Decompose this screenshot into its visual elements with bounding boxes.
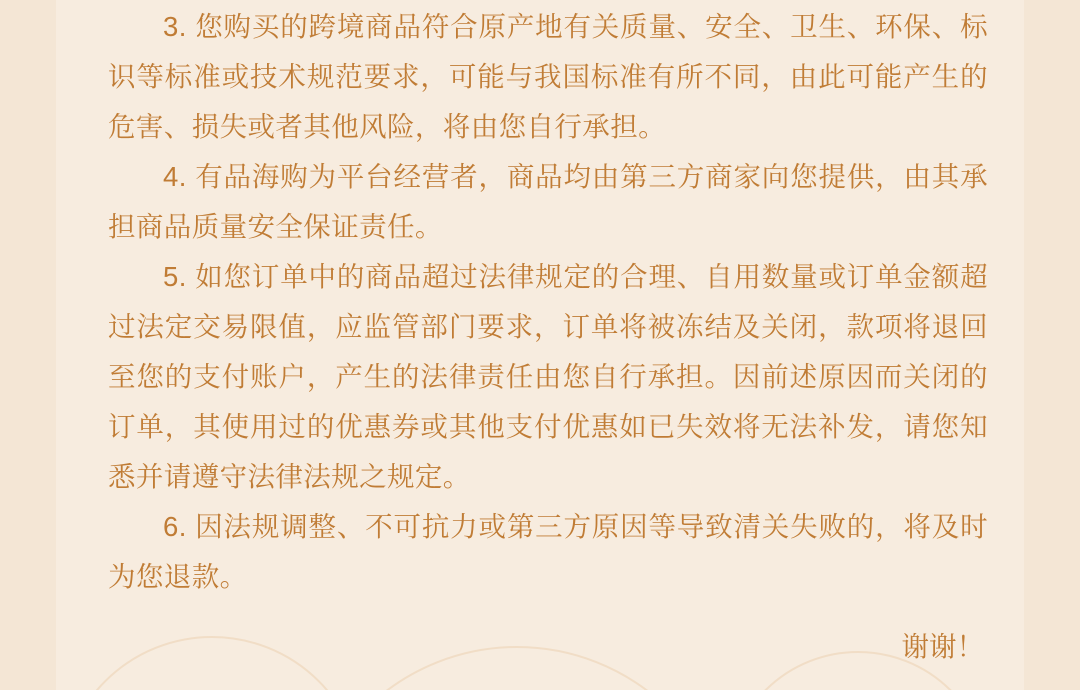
terms-paragraph-5: 5. 如您订单中的商品超过法律规定的合理、自用数量或订单金额超过法定交易限值，应监管部门要求，订单将被冻结及关闭，款项将退回至您的支付账户，产生的法律责任由您自行承担。因前述原因而关闭的订单，其使用过的优惠券或其他支付优惠如已失效将无法补发，请您知悉并请遵守法律法规之规定。	[108, 261, 988, 492]
terms-paragraph-4: 4. 有品海购为平台经营者，商品均由第三方商家向您提供，由其承担商品质量安全保证责任。	[108, 161, 988, 242]
terms-content	[108, 0, 988, 672]
terms-paragraph-6: 6. 因法规调整、不可抗力或第三方原因等导致清关失败的，将及时为您退款。	[108, 511, 988, 592]
right-margin-strip	[1024, 0, 1080, 690]
closing-thanks: 谢谢！	[901, 631, 984, 662]
left-margin-strip	[0, 0, 56, 690]
terms-paragraph-3: 3. 您购买的跨境商品符合原产地有关质量、安全、卫生、环保、标识等标准或技术规范要求，可能与我国标准有所不同，由此可能产生的危害、损失或者其他风险，将由您自行承担。	[108, 11, 988, 142]
